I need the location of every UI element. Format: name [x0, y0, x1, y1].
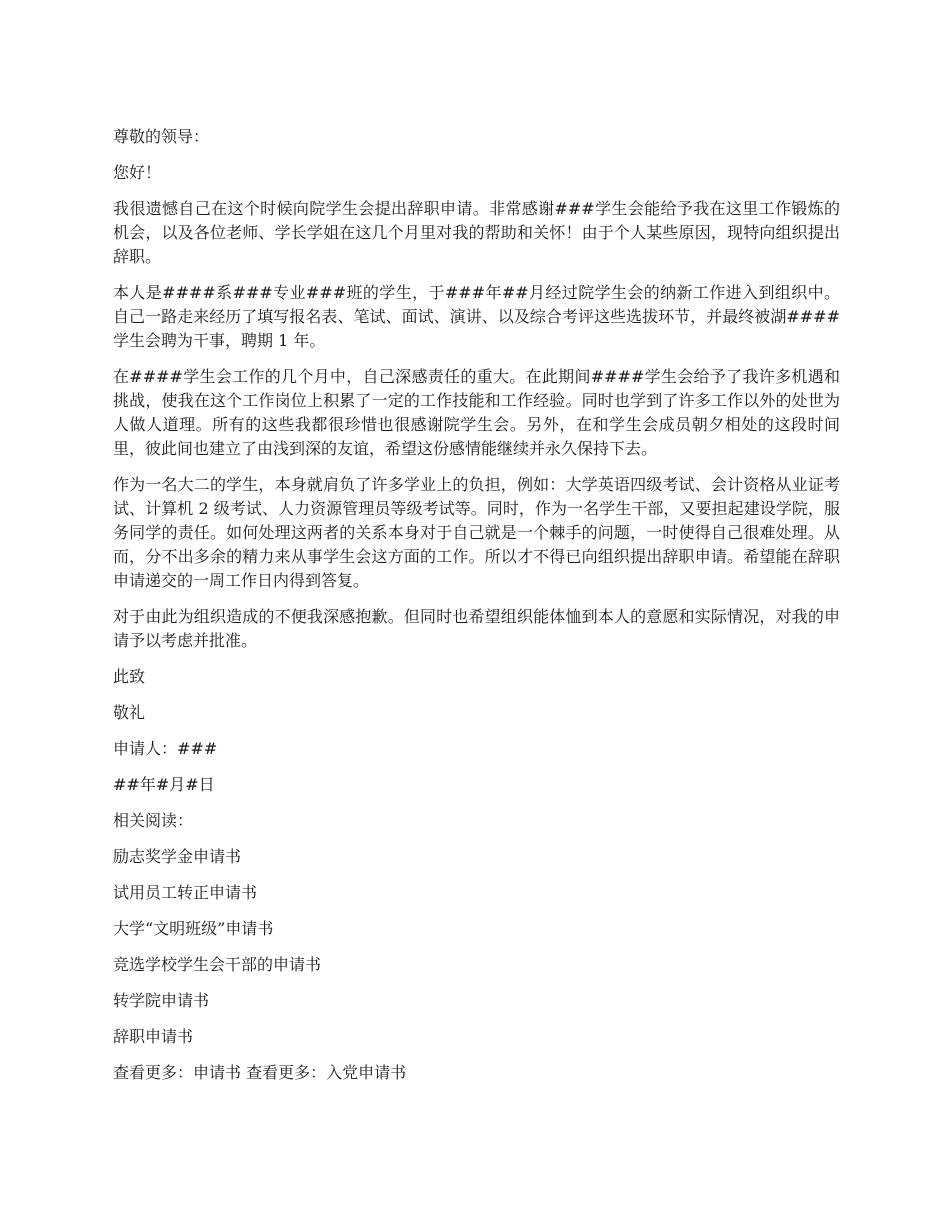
paragraph-3: 在####学生会工作的几个月中，自己深感责任的重大。在此期间####学生会给予了我许多机遇和挑战，使我在这个工作岗位上积累了一定的工作技能和工作经验。同时也学到了许多工作以外的处世为人做人道理。所有的这些我都很珍惜也很感谢院学生会。另外，在和学生会成员朝夕相处的这段时间里，彼此间也建立了由浅到深的友谊，希望这份感情能继续并永久保持下去。	[113, 367, 840, 458]
see-more-label-2: 查看更多：	[241, 1063, 327, 1082]
closing-line-2: 敬礼	[113, 703, 146, 722]
see-more-link-applications[interactable]: 申请书	[193, 1063, 242, 1082]
related-link-1[interactable]: 励志奖学金申请书	[113, 847, 242, 866]
related-list	[113, 845, 840, 1049]
see-more-row	[113, 1061, 840, 1085]
letter-date: ##年#月#日	[113, 775, 215, 794]
paragraph-2: 本人是####系###专业###班的学生，于###年##月经过院学生会的纳新工作进入到组织中。自己一路走来经历了填写报名表、笔试、面试、演讲、以及综合考评这些选拔环节，并最终被湖####学生会聘为干事，聘期 1 年。	[113, 283, 840, 350]
related-link-2[interactable]: 试用员工转正申请书	[113, 883, 258, 902]
document-body	[113, 125, 840, 1085]
related-link-4[interactable]: 竞选学校学生会干部的申请书	[113, 955, 322, 974]
paragraph-1: 我很遗憾自己在这个时候向院学生会提出辞职申请。非常感谢###学生会能给予我在这里工作锻炼的机会，以及各位老师、学长学姐在这几个月里对我的帮助和关怀！由于个人某些原因，现特向组织提出辞职。	[113, 199, 840, 266]
closing-line-1: 此致	[113, 667, 146, 686]
related-heading: 相关阅读：	[113, 811, 194, 830]
applicant-signature: 申请人：###	[113, 739, 218, 758]
paragraph-4: 作为一名大二的学生，本身就肩负了许多学业上的负担，例如：大学英语四级考试、会计资格从业证考试、计算机 2 级考试、人力资源管理员等级考试等。同时，作为一名学生干部，又要担起建设学院，服务同学的责任。如何处理这两者的关系本身对于自己就是一个棘手的问题，一时使得自己很难处理。从而，分不出多余的精力来从事学生会这方面的工作。所以才不得已向组织提出辞职申请。希望能在辞职申请递交的一周工作日内得到答复。	[113, 475, 840, 590]
related-link-5[interactable]: 转学院申请书	[113, 991, 210, 1010]
paragraph-5: 对于由此为组织造成的不便我深感抱歉。但同时也希望组织能体恤到本人的意愿和实际情况，对我的申请予以考虑并批准。	[113, 607, 840, 650]
see-more-label-1: 查看更多：	[113, 1063, 194, 1082]
related-link-3[interactable]: 大学“文明班级”申请书	[113, 919, 274, 938]
see-more-link-party-application[interactable]: 入党申请书	[326, 1063, 407, 1082]
greeting: 您好！	[113, 163, 162, 182]
salutation: 尊敬的领导：	[113, 127, 210, 146]
related-link-6[interactable]: 辞职申请书	[113, 1027, 194, 1046]
